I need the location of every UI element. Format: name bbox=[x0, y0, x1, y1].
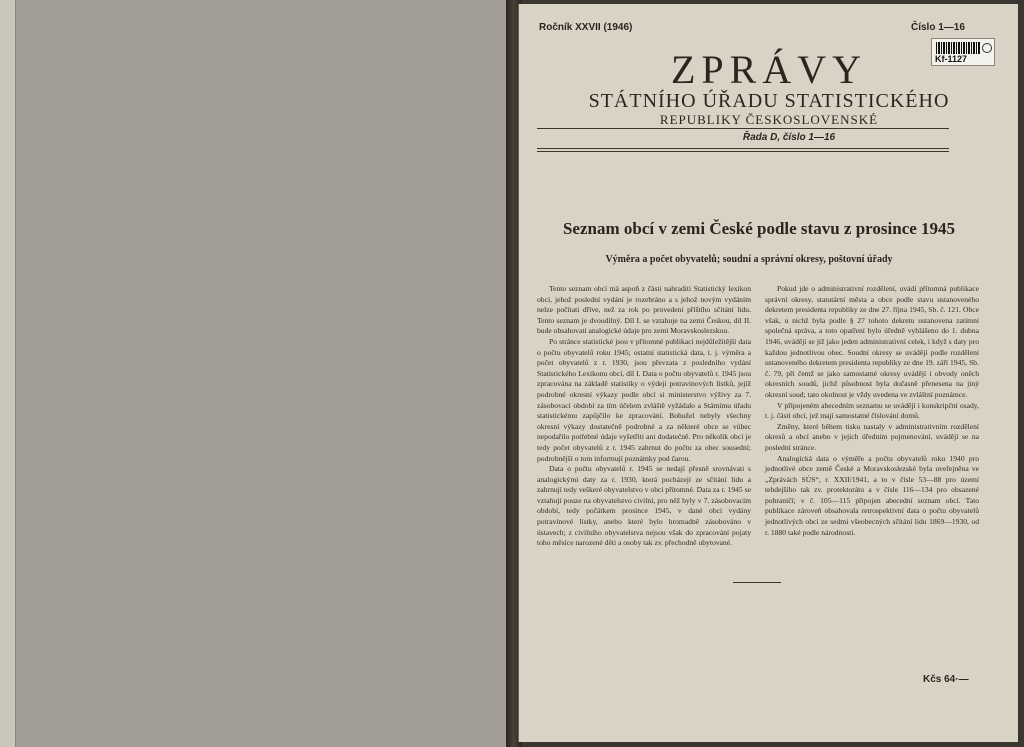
header-rule-bottom-2 bbox=[537, 151, 949, 152]
paragraph: Změny, které během tisku nastaly v administrativním rozdělení okresů a obcí anebo v jejich úředním pojmenování, uvádějí se na poslední stránce. bbox=[765, 421, 979, 452]
header-rule-bottom bbox=[537, 148, 949, 149]
paragraph: Analogická data o výměře a počtu obyvatelů roku 1940 pro jednotlivé obce země České a Moravskoslezské byla uveřejněna ve „Zprávách SÚS“, r. XXII/1941, a to v čísle 53—88 pro území tehdejšího tak zv. protektorátu a v čísle 116—134 pro obsazené pohraničí; v č. 105—115 připojen abecední seznam obcí. Tato publikace zároveň obsahovala retrospektivní data o počtu obyvatelů jednotlivých obcí ze sedmi všeobecných sčítání lidu 1869—1930, od r. 1880 také podle národnosti. bbox=[765, 453, 979, 537]
library-sticker bbox=[931, 38, 995, 66]
price-label: Kčs 64·— bbox=[923, 674, 969, 685]
circle-mark-icon bbox=[982, 43, 992, 53]
printed-page bbox=[518, 4, 1018, 742]
document-subtitle: Výměra a počet obyvatelů; soudní a správní okresy, poštovní úřady bbox=[605, 254, 893, 265]
paragraph: V připojeném abecedním seznamu se uvádějí i konskripční osady, t. j. části obcí, jež mají samostatné číslování domů. bbox=[765, 400, 979, 421]
series-label: Řada D, číslo 1—16 bbox=[742, 132, 836, 143]
left-page-surface bbox=[16, 0, 512, 747]
end-rule bbox=[733, 582, 781, 583]
barcode-icon bbox=[936, 42, 980, 54]
masthead-subtitle: STÁTNÍHO ÚŘADU STATISTICKÉHO bbox=[588, 90, 950, 112]
paragraph: Pokud jde o administrativní rozdělení, uvádí přítomná publikace správní okresy, statutární města a obce podle stavu ustanoveného dekretem presidenta republiky ze dne 27. října 1945, Sb. č. 121. Obce však, u nichž byla podle § 27 tohoto dekretu ustanovena zatímní společná správa, a toto opatření bylo úředně vyhlášeno do 1. dubna 1946, uváději se již jako jeden administrativní celek, i když s daty pro každou jednotlivou obec. Soudní okresy se uvádějí podle rozdělení ustanoveného dekretem presidenta republiky ze dne 19. září 1945, Sb. č. 79, při čemž se jako samostatné okresy uvádějí i obvody oněch okresních soudů, jichž působnost byla dočasně přenesena na jiný okresní soud; tato okolnost je vždy uvedena ve zvláštní poznámce. bbox=[765, 284, 979, 399]
left-binding-strip bbox=[0, 0, 16, 747]
header-rule-top bbox=[537, 128, 949, 129]
paragraph: Po stránce statistické jsou v přítomné publikaci nejdůležitější data o počtu obyvatelů roku 1945; ostatní statistická data, t. j. výměra a počet obyvatelů z r. 1930, jsou převzata z posledního vydání Statistického Lexikonu obcí, díl I. Data o počtu obyvatelů r. 1945 jsou zpracována na základě statistiky o výdeji potravinových lístků, jejíž podrobné okresní výkazy podle obcí si ministerstvo výživy za 7. zásobovací období za tím účelem zvláště vyžádalo a Státnímu úřadu statistickému zapůjčilo ke zpracování. Bohužel nebyly všechny okresní výkazy dostatečně podrobné a za některé obce se vůbec nepodařilo potřebné údaje vyšetřiti ani dodatečně. Pro několik obcí je tedy počet obyvatelů z r. 1945 zahrnut do počtu za obec sousední; podrobnější o tom informují poznámky pod čarou. bbox=[537, 336, 751, 463]
masthead-title: ZPRÁVY bbox=[670, 47, 868, 92]
document-title: Seznam obcí v zemi České podle stavu z prosince 1945 bbox=[562, 219, 956, 238]
paragraph: Data o počtu obyvatelů r. 1945 se nedají přesně srovnávati s analogickými daty za r. 1930, která pocházejí ze sčítání lidu a zahrnují tedy veškeré obyvatelstvo v obci přítomné. Data za r. 1945 se vztahují pouze na obyvatelstvo civilní, pro něž byly v 7. zásobovacím období, tedy počátkem prosince 1945, v dané obci vydány potravinové lístky, anebo které bylo hromadně zásobováno v ústavech; z civilního obyvatelstva nejsou však do zpracování pojaty toho měsíce narozené děti a osoby tak zv. přechodně ubytované. bbox=[537, 464, 751, 548]
text-column-right bbox=[765, 284, 979, 538]
text-column-left bbox=[537, 284, 751, 549]
volume-label: Ročník XXVII (1946) bbox=[539, 22, 633, 33]
library-code: Kf-1127 bbox=[935, 54, 968, 64]
issue-label: Číslo 1—16 bbox=[911, 22, 965, 33]
masthead-subtitle-2: REPUBLIKY ČESKOSLOVENSKÉ bbox=[659, 112, 879, 127]
paragraph: Tento seznam obcí má aspoň z části nahraditi Statistický lexikon obcí, jehož poslední vydání je rozebráno a s jehož novým vydáním nelze počítati dříve, než za rok po provedení příštího sčítání lidu. Tento seznam je dvoudílný. Díl I. se vztahuje na zemi Českou, díl II. bude obsahovati analogické údaje pro zemi Moravskoslezskou. bbox=[537, 284, 751, 336]
